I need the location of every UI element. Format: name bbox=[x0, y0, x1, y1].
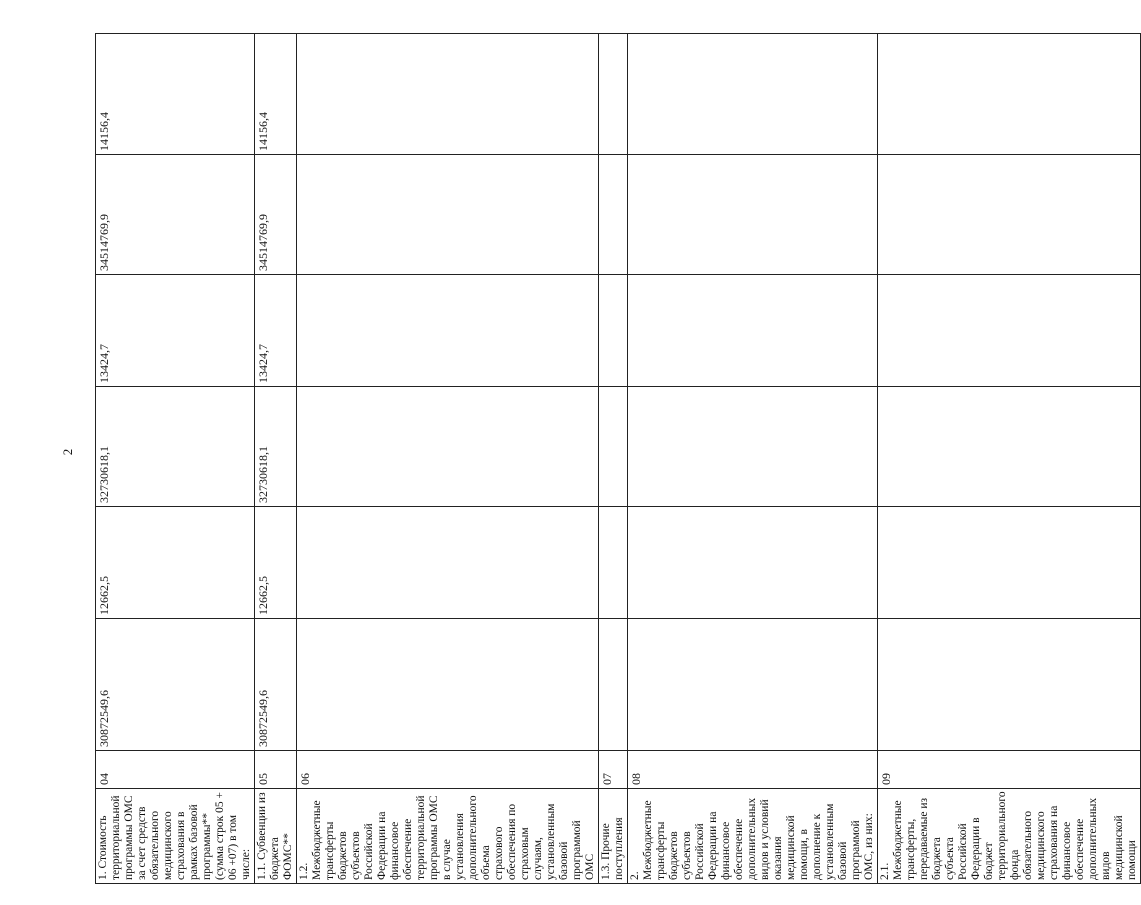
row-name: 2.1. Межбюджетные трансферты, передаваемые из бюджета субъекта Российской Федерации в бюджет территориального фонда обязательного медицинского страхования на финансовое обеспечение дополнительных видов медицинской помощи bbox=[878, 789, 1141, 884]
cell-value: 13424,7 bbox=[96, 275, 255, 387]
cell-value bbox=[599, 155, 628, 275]
cell-value bbox=[599, 34, 628, 155]
table-row bbox=[599, 34, 628, 884]
table-row bbox=[878, 34, 1141, 884]
table-row bbox=[255, 34, 297, 884]
cell-value bbox=[878, 34, 1141, 155]
row-code: 04 bbox=[96, 751, 255, 789]
row-name: 2. Межбюджетные трансферты бюджетов субъектов Российской Федерации на финансовое обеспечение дополнительных видов и условий оказания медицинской помощи, в дополнение к установленным базовой программой ОМС, из них: bbox=[628, 789, 878, 884]
cell-value: 12662,5 bbox=[255, 507, 297, 619]
rotated-page bbox=[95, 34, 1138, 884]
cell-value bbox=[878, 387, 1141, 507]
row-name: 1. Стоимость территориальной программы ОМС за счет средств обязательного медицинского страхования в рамках базовой программы** (сумма строк 05 + 06 +07) в том числе: bbox=[96, 789, 255, 884]
row-name: 1.1. Субвенции из бюджета ФОМС** bbox=[255, 789, 297, 884]
cell-value bbox=[297, 34, 599, 155]
cell-value bbox=[878, 155, 1141, 275]
cell-value: 32730618,1 bbox=[255, 387, 297, 507]
row-name: 1.2. Межбюджетные трансферты бюджетов субъектов Российской Федерации на финансовое обеспечение территориальной программы ОМС в случае установления дополнительного объема страхового обеспечения по страховым случаям, установленным базовой программой ОМС bbox=[297, 789, 599, 884]
cell-value: 14156,4 bbox=[96, 34, 255, 155]
cell-value: 32730618,1 bbox=[96, 387, 255, 507]
cell-value bbox=[599, 275, 628, 387]
cell-value: 30872549,6 bbox=[255, 619, 297, 751]
table-container bbox=[95, 34, 1138, 884]
row-code: 09 bbox=[878, 751, 1141, 789]
cell-value: 30872549,6 bbox=[96, 619, 255, 751]
cell-value bbox=[628, 155, 878, 275]
cell-value bbox=[878, 507, 1141, 619]
cell-value bbox=[297, 387, 599, 507]
cell-value: 34514769,9 bbox=[255, 155, 297, 275]
cell-value bbox=[878, 275, 1141, 387]
cell-value bbox=[599, 387, 628, 507]
row-code: 08 bbox=[628, 751, 878, 789]
cell-value bbox=[297, 275, 599, 387]
cell-value: 13424,7 bbox=[255, 275, 297, 387]
row-name: 1.3. Прочие поступления bbox=[599, 789, 628, 884]
cell-value bbox=[599, 507, 628, 619]
cell-value: 14156,4 bbox=[255, 34, 297, 155]
table-row bbox=[96, 34, 255, 884]
cell-value: 34514769,9 bbox=[96, 155, 255, 275]
cell-value bbox=[628, 387, 878, 507]
cell-value bbox=[297, 155, 599, 275]
cell-value bbox=[297, 619, 599, 751]
cell-value bbox=[297, 507, 599, 619]
table-row bbox=[297, 34, 599, 884]
table-row bbox=[628, 34, 878, 884]
cell-value bbox=[599, 619, 628, 751]
cell-value bbox=[628, 507, 878, 619]
cell-value bbox=[628, 619, 878, 751]
page-number: 2 bbox=[60, 448, 75, 456]
cell-value bbox=[628, 34, 878, 155]
row-code: 06 bbox=[297, 751, 599, 789]
cell-value: 12662,5 bbox=[96, 507, 255, 619]
financing-table bbox=[95, 33, 1141, 884]
cell-value bbox=[878, 619, 1141, 751]
row-code: 07 bbox=[599, 751, 628, 789]
cell-value bbox=[628, 275, 878, 387]
row-code: 05 bbox=[255, 751, 297, 789]
